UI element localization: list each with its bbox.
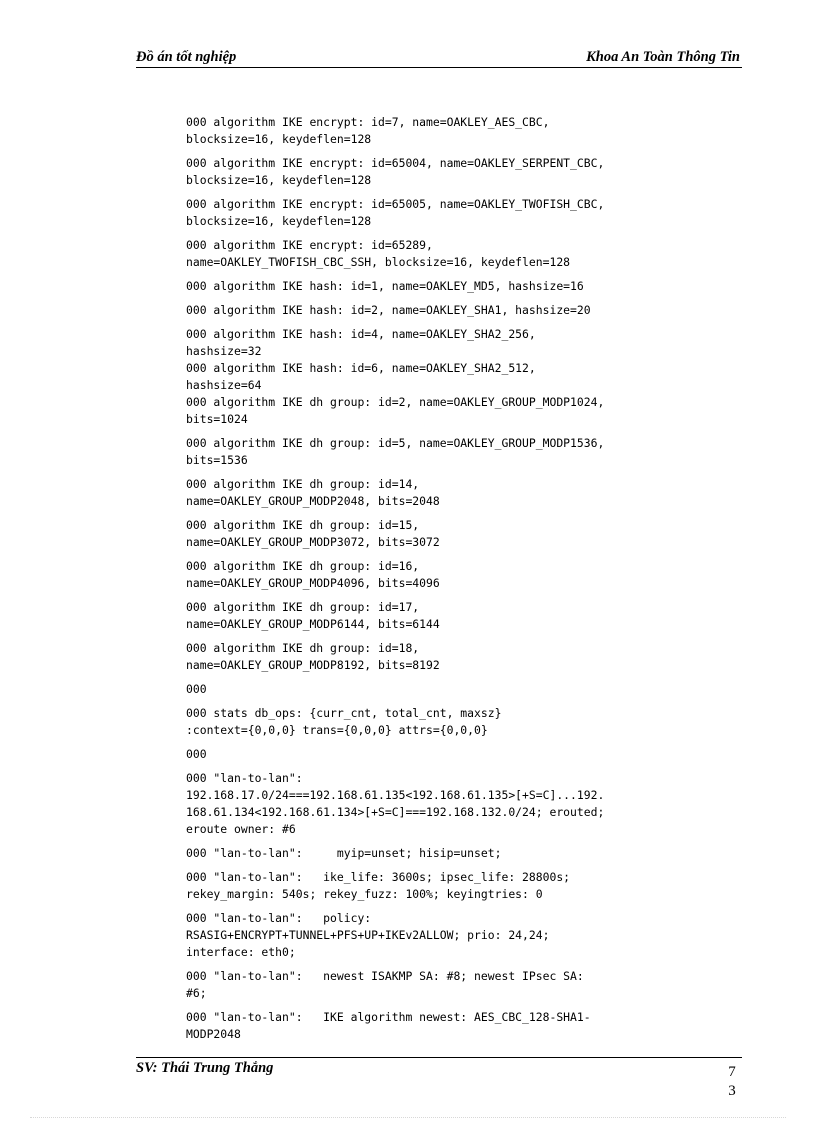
output-entry: 000 algorithm IKE encrypt: id=65005, name=OAKLEY_TWOFISH_CBC, blocksize=16, keydeflen=128: [186, 197, 605, 228]
output-entry: 000 algorithm IKE encrypt: id=65289, name=OAKLEY_TWOFISH_CBC_SSH, blocksize=16, keydeflen=128: [186, 238, 571, 269]
page-number-line-1: 7: [728, 1064, 736, 1080]
output-entry: 000: [186, 747, 207, 761]
page-number: [724, 1063, 740, 1101]
output-entry: 000 algorithm IKE dh group: id=17, name=OAKLEY_GROUP_MODP6144, bits=6144: [186, 600, 440, 631]
page-header: [136, 47, 742, 68]
footer-divider: [136, 1057, 742, 1058]
output-entry: 000 algorithm IKE dh group: id=15, name=OAKLEY_GROUP_MODP3072, bits=3072: [186, 518, 440, 549]
output-entry: 000 algorithm IKE hash: id=1, name=OAKLEY_MD5, hashsize=16: [186, 279, 584, 293]
output-entry: 000 algorithm IKE dh group: id=14, name=OAKLEY_GROUP_MODP2048, bits=2048: [186, 477, 440, 508]
output-entry: 000 algorithm IKE hash: id=6, name=OAKLEY_SHA2_512, hashsize=64: [186, 361, 536, 392]
header-faculty-name: Khoa An Toàn Thông Tin: [586, 49, 740, 65]
output-entry: 000 algorithm IKE dh group: id=2, name=OAKLEY_GROUP_MODP1024, bits=1024: [186, 395, 605, 426]
output-entry: 000 "lan-to-lan": ike_life: 3600s; ipsec_life: 28800s; rekey_margin: 540s; rekey_fuzz: 100%; keyingtries: 0: [186, 870, 571, 901]
output-entry: 000 "lan-to-lan": IKE algorithm newest: AES_CBC_128-SHA1- MODP2048: [186, 1010, 591, 1041]
page-bottom-border: [30, 1117, 786, 1118]
console-output: [186, 114, 746, 1043]
output-entry: 000 "lan-to-lan": myip=unset; hisip=unset;: [186, 846, 502, 860]
output-entry: 000 "lan-to-lan": 192.168.17.0/24===192.168.61.135<192.168.61.135>[+S=C]...192. 168.61.134<192.168.61.134>[+S=C]===192.168.132.0/24; erouted; eroute owner: #6: [186, 771, 605, 836]
output-entry: 000 algorithm IKE encrypt: id=7, name=OAKLEY_AES_CBC, blocksize=16, keydeflen=128: [186, 115, 550, 146]
output-entry: 000 algorithm IKE hash: id=4, name=OAKLEY_SHA2_256, hashsize=32: [186, 327, 536, 358]
header-document-title: Đồ án tốt nghiệp: [136, 49, 237, 65]
output-entry: 000 stats db_ops: {curr_cnt, total_cnt, maxsz} :context={0,0,0} trans={0,0,0} attrs={0,0,0}: [186, 706, 502, 737]
output-entry: 000 "lan-to-lan": policy: RSASIG+ENCRYPT+TUNNEL+PFS+UP+IKEv2ALLOW; prio: 24,24; interface: eth0;: [186, 911, 550, 959]
output-entry: 000 algorithm IKE encrypt: id=65004, name=OAKLEY_SERPENT_CBC, blocksize=16, keydeflen=128: [186, 156, 605, 187]
output-entry: 000 algorithm IKE hash: id=2, name=OAKLEY_SHA1, hashsize=20: [186, 303, 591, 317]
output-entry: 000 algorithm IKE dh group: id=5, name=OAKLEY_GROUP_MODP1536, bits=1536: [186, 436, 605, 467]
output-entry: 000 "lan-to-lan": newest ISAKMP SA: #8; newest IPsec SA: #6;: [186, 969, 584, 1000]
output-entry: 000: [186, 682, 207, 696]
output-entry: 000 algorithm IKE dh group: id=18, name=OAKLEY_GROUP_MODP8192, bits=8192: [186, 641, 440, 672]
page-number-line-2: 3: [728, 1083, 736, 1099]
output-entry: 000 algorithm IKE dh group: id=16, name=OAKLEY_GROUP_MODP4096, bits=4096: [186, 559, 440, 590]
footer-student-name: SV: Thái Trung Thắng: [136, 1060, 274, 1076]
